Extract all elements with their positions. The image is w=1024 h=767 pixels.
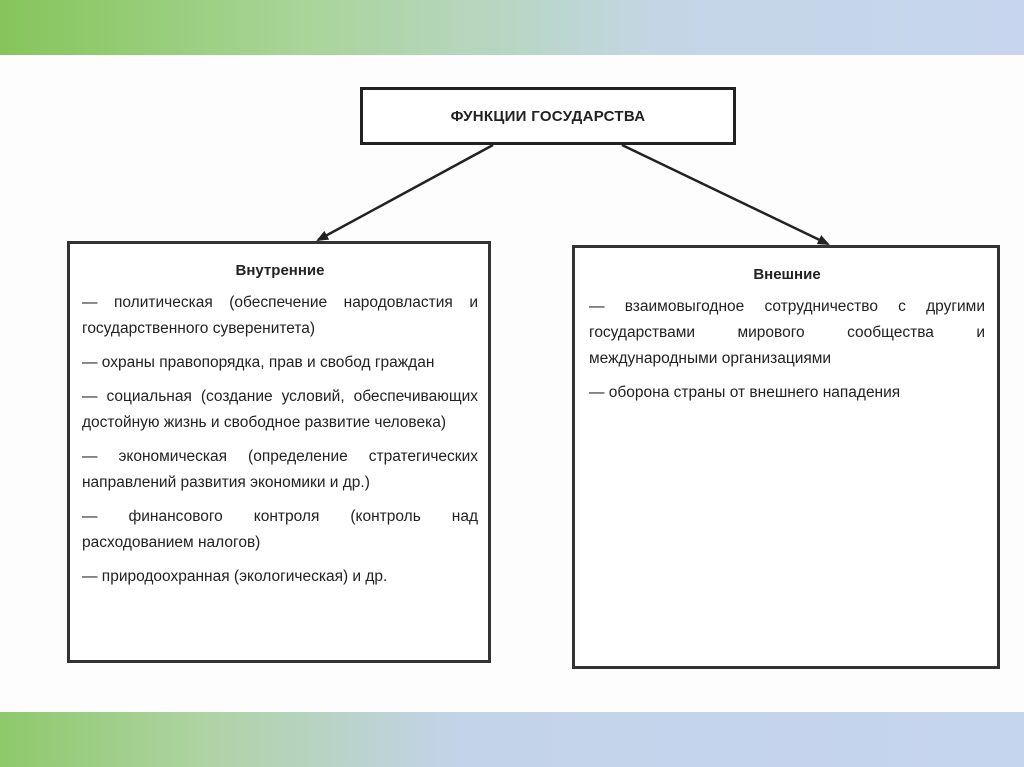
internal-item-economic: — экономическая (определение стратегических направлений развития экономики и др.) — [82, 448, 478, 491]
arrow-to-external — [622, 145, 828, 244]
diagram-title: ФУНКЦИИ ГОСУДАРСТВА — [450, 107, 646, 125]
internal-functions-box — [67, 241, 491, 663]
internal-item-law-order: — охраны правопорядка, прав и свобод граждан — [82, 354, 435, 371]
internal-item-social: — социальная (создание условий, обеспечивающих достойную жизнь и свободное развитие человека) — [82, 388, 478, 431]
internal-item-financial: — финансового контроля (контроль над расходованием налогов) — [82, 508, 478, 551]
internal-heading: Внутренние — [235, 262, 325, 279]
arrow-to-internal — [318, 145, 493, 240]
external-heading: Внешние — [753, 266, 821, 283]
diagram-title-box — [360, 87, 736, 145]
bottom-decor-band — [0, 712, 1024, 767]
external-item-cooperation: — взаимовыгодное сотрудничество с другими государствами мирового сообщества и международными организациями — [589, 298, 985, 367]
external-item-defense: — оборона страны от внешнего нападения — [589, 384, 901, 401]
internal-item-political: — политическая (обеспечение народовластия и государственного суверенитета) — [82, 294, 478, 337]
internal-item-ecological: — природоохранная (экологическая) и др. — [82, 568, 388, 585]
external-functions-box — [572, 245, 1000, 669]
